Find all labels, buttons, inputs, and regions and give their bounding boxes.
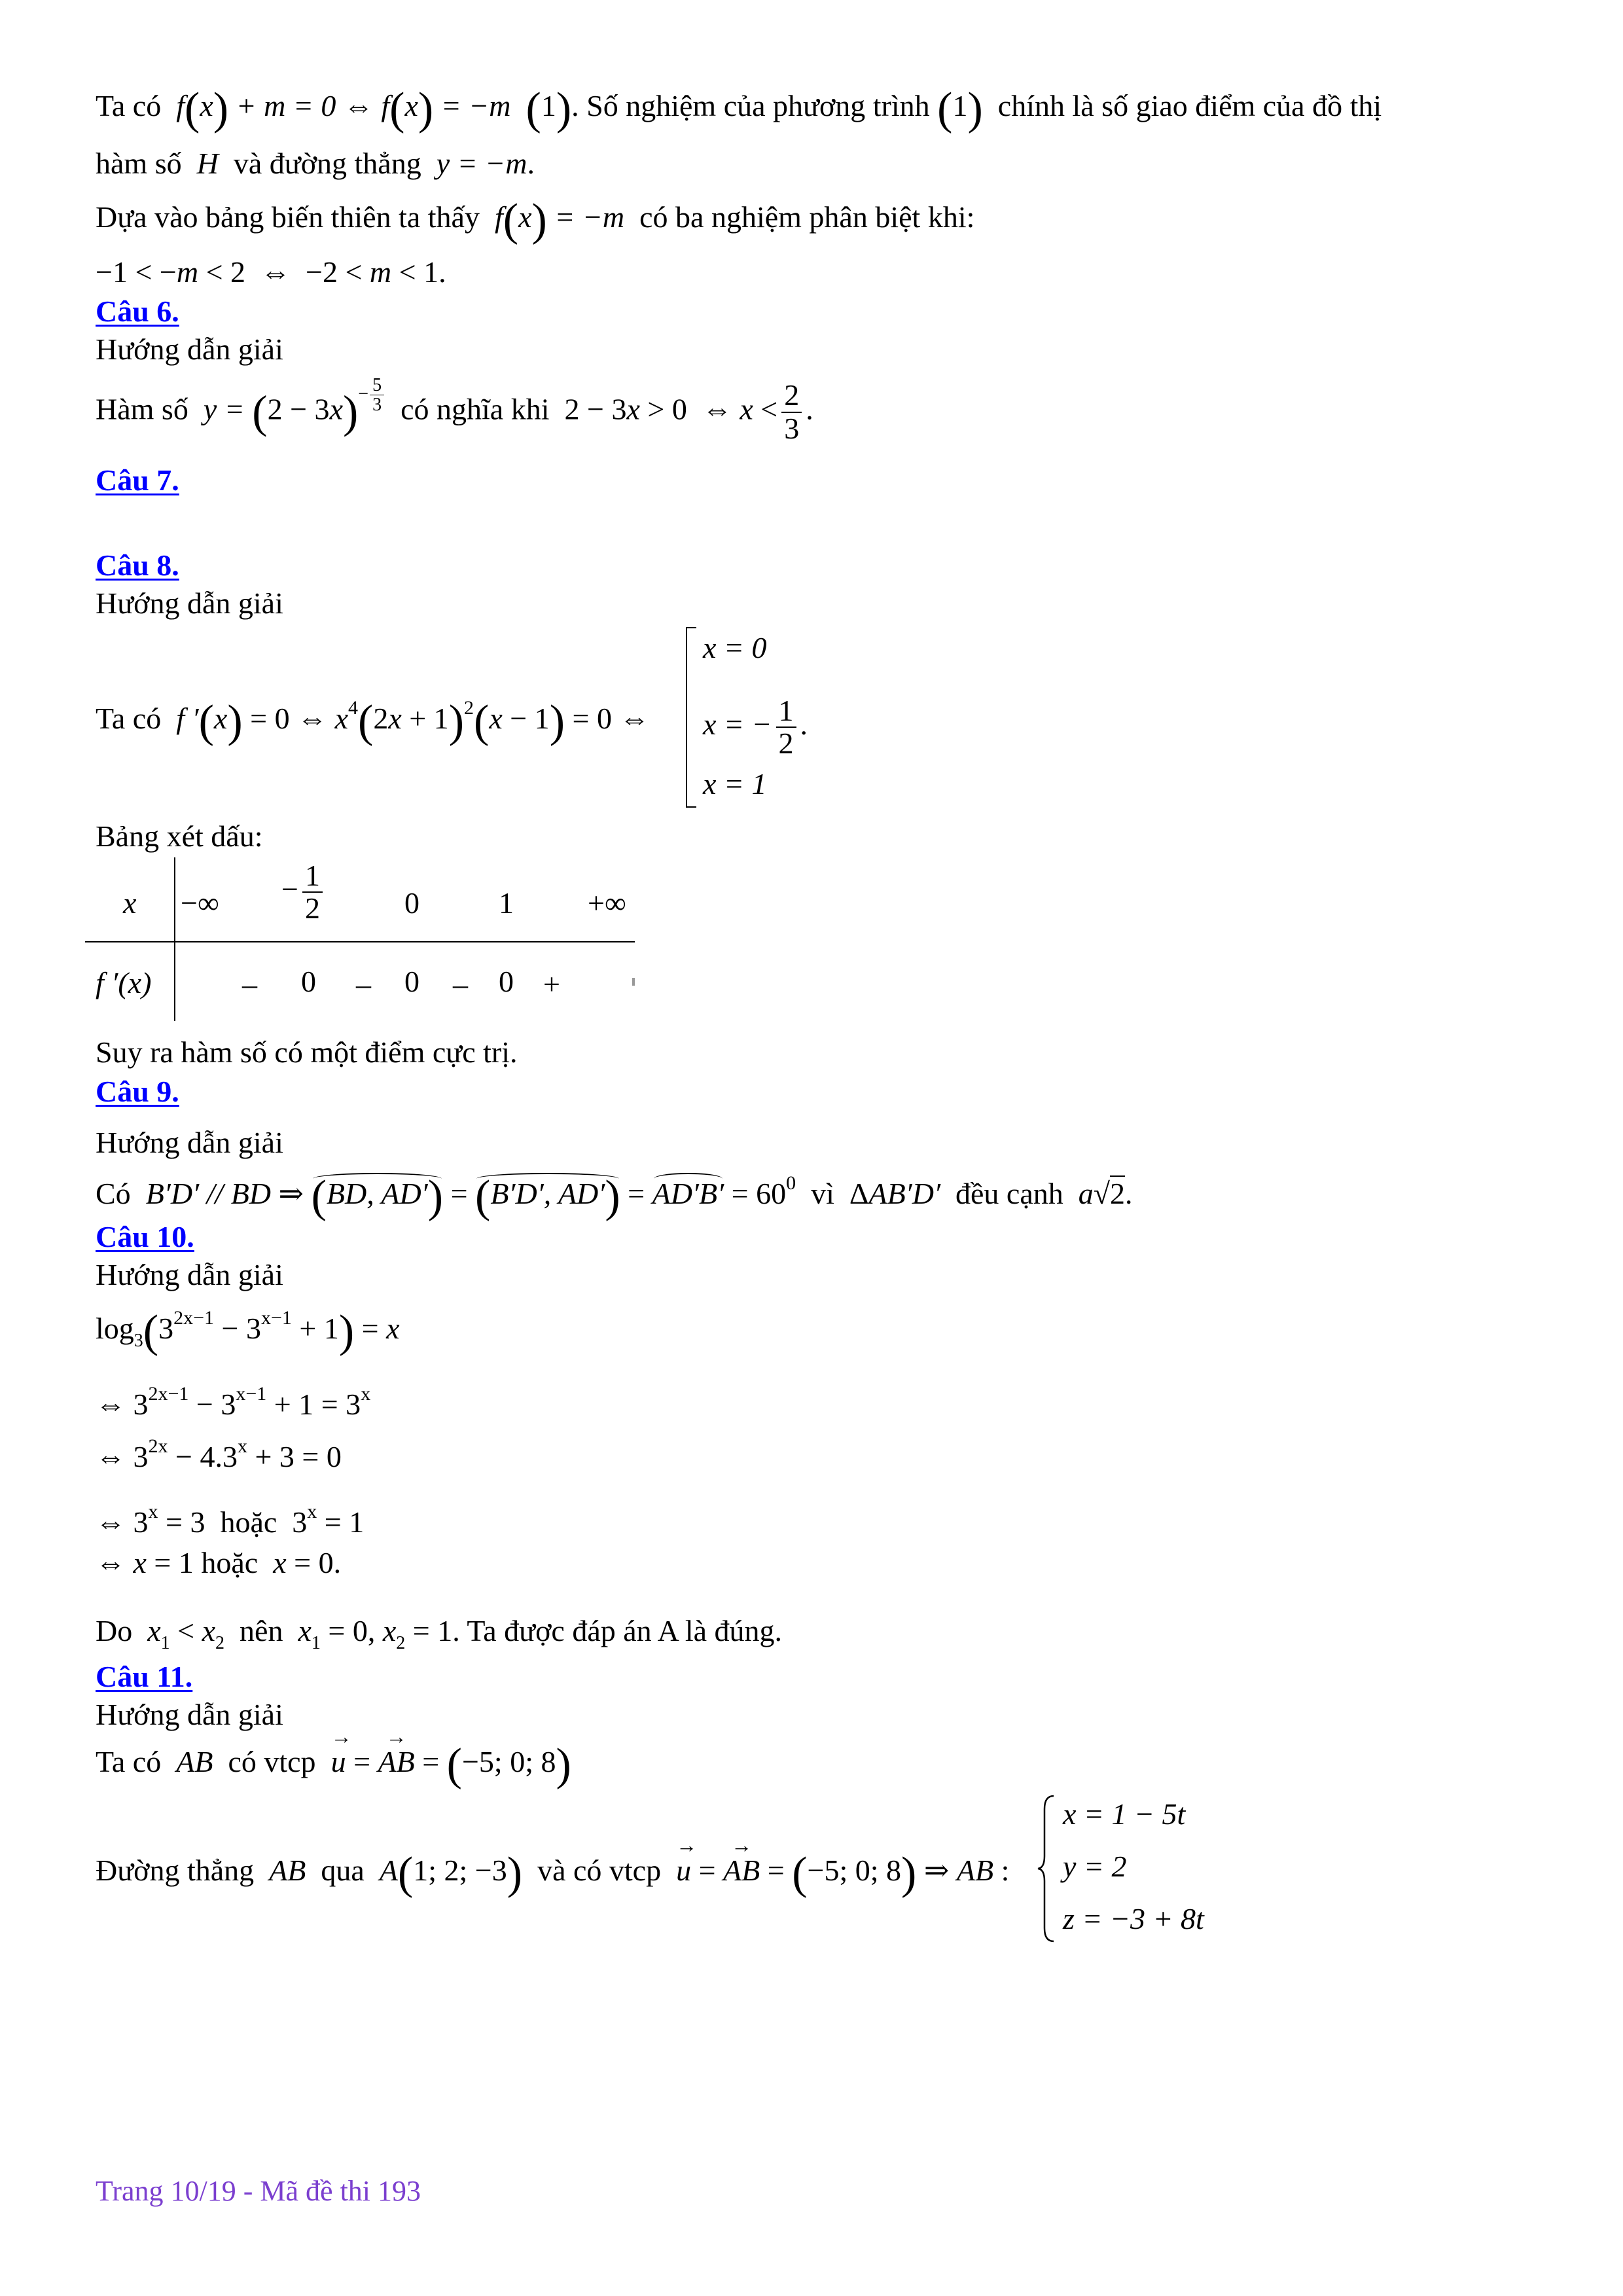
c10-step-5: ⇔ x = 1 hoặc x = 0.: [96, 1546, 342, 1579]
sign-table-fp-label: f ′(x): [96, 966, 152, 999]
c10-step-3: ⇔ $3^{2x} - 4.3^x + 3 = 0$: [96, 1435, 342, 1473]
c10-conclusion: Do $x_1 < x_2$ nên $x_1 = 0$, $x_2 = 1$. Ta được đáp án A là đúng.: [96, 1614, 783, 1653]
c11-case-y: y = 2: [1063, 1850, 1127, 1883]
c9-line-1: Có B′D′ // BD ⇒ (BD, AD′) = (B′D′, $AD') = AD'B' = 60^0$ vì ΔAB′D′ đều cạnh a√2.: [96, 1171, 1133, 1222]
sign-table-x-label: x: [123, 886, 137, 920]
c11-line-2: Đường thẳng AB qua A(1; 2; −3) và có vtcp → u = → AB = (−5; 0; 8) ⇒ AB :: [96, 1852, 1009, 1894]
x-value-neg-inf: −∞: [181, 886, 219, 920]
c11-case-z: z = −3 + 8t: [1063, 1902, 1204, 1935]
c5-line-1: Ta có f(x) + m = 0 ⇔ f(x) = −m (1). Số nghiệm của phương trình (1) chính là số giao điểm của đồ thị: [96, 83, 1382, 134]
c8-case-3: x = 1: [703, 767, 767, 800]
sign-5: –: [453, 967, 468, 1001]
c11-case-x: x = 1 − 5t: [1063, 1797, 1186, 1831]
c8-guide: Hướng dẫn giải: [96, 586, 283, 620]
x-value-one: 1: [499, 886, 514, 920]
c10-step-4: ⇔ $3^x = 3$ hoặc $3^x = 1$: [96, 1501, 365, 1539]
c6-line-1: Hàm số y = (2 − 3x)− $\frac{5}{3}$ có nghĩa khi 2 − 3x > 0 ⇔ x < $\frac{2}{3}$ .: [96, 375, 813, 445]
x-value-pos-inf: +∞: [588, 886, 626, 920]
x-value-zero: 0: [404, 886, 419, 920]
c11-case-brace: [1037, 1793, 1056, 1944]
c5-equation-1: f(x) + m = 0 ⇔ f(x) = −m (1): [176, 83, 572, 134]
c8-sign-title: Bảng xét dấu:: [96, 819, 263, 853]
c6-heading: Câu 6.: [96, 295, 179, 328]
sign-table-hline: [85, 941, 635, 942]
c8-case-2: x = − $\frac{1}{2}$ .: [703, 694, 808, 761]
sign-table: [85, 857, 654, 1028]
c9-guide: Hướng dẫn giải: [96, 1126, 283, 1159]
sign-6: 0: [499, 965, 514, 998]
c11-guide: Hướng dẫn giải: [96, 1698, 283, 1731]
c11-heading: Câu 11.: [96, 1660, 193, 1693]
c5-line-4: −1 < −m < 2 ⇔ −2 < m < 1.: [96, 255, 446, 289]
c11-line-1: Ta có AB có vtcp → u = → AB = (−5; 0; 8): [96, 1744, 571, 1785]
c8-line-1: Ta có f ′(x) = 0 ⇔ $x^4(2x + 1)^2(x - 1) = 0$ ⇔: [96, 696, 650, 747]
table-edge-mark: [632, 978, 635, 986]
c9-heading: Câu 9.: [96, 1075, 179, 1108]
c7-heading: Câu 7.: [96, 463, 179, 497]
c6-guide: Hướng dẫn giải: [96, 332, 283, 366]
sign-4: 0: [404, 965, 419, 998]
sign-1: –: [242, 967, 257, 1001]
sign-7: +: [543, 967, 560, 1001]
c5-line-2: hàm số H và đường thẳng y = −m.: [96, 147, 535, 180]
c10-step-2: ⇔ $3^{2x-1} - 3^{x-1} + 1 = 3^x$: [96, 1383, 371, 1421]
sign-3: –: [356, 967, 371, 1001]
c10-heading: Câu 10.: [96, 1220, 194, 1253]
c8-case-1: x = 0: [703, 631, 767, 664]
sign-2: 0: [301, 965, 316, 998]
c10-guide: Hướng dẫn giải: [96, 1258, 283, 1291]
page-footer: Trang 10/19 - Mã đề thi 193: [96, 2175, 421, 2207]
x-value-neg-half: − $\frac{1}{2}$: [281, 860, 327, 925]
c5-line-3: Dựa vào bảng biến thiên ta thấy f(x) = −m có ba nghiệm phân biệt khi:: [96, 194, 975, 245]
c8-conclusion: Suy ra hàm số có một điểm cực trị.: [96, 1035, 518, 1069]
c8-case-bracket: [686, 627, 696, 808]
c10-step-1: $\log_3(3^{2x-1} - 3^{x-1} + 1) = x$: [96, 1306, 400, 1357]
c8-heading: Câu 8.: [96, 548, 179, 582]
sign-table-vline: [174, 857, 175, 1021]
